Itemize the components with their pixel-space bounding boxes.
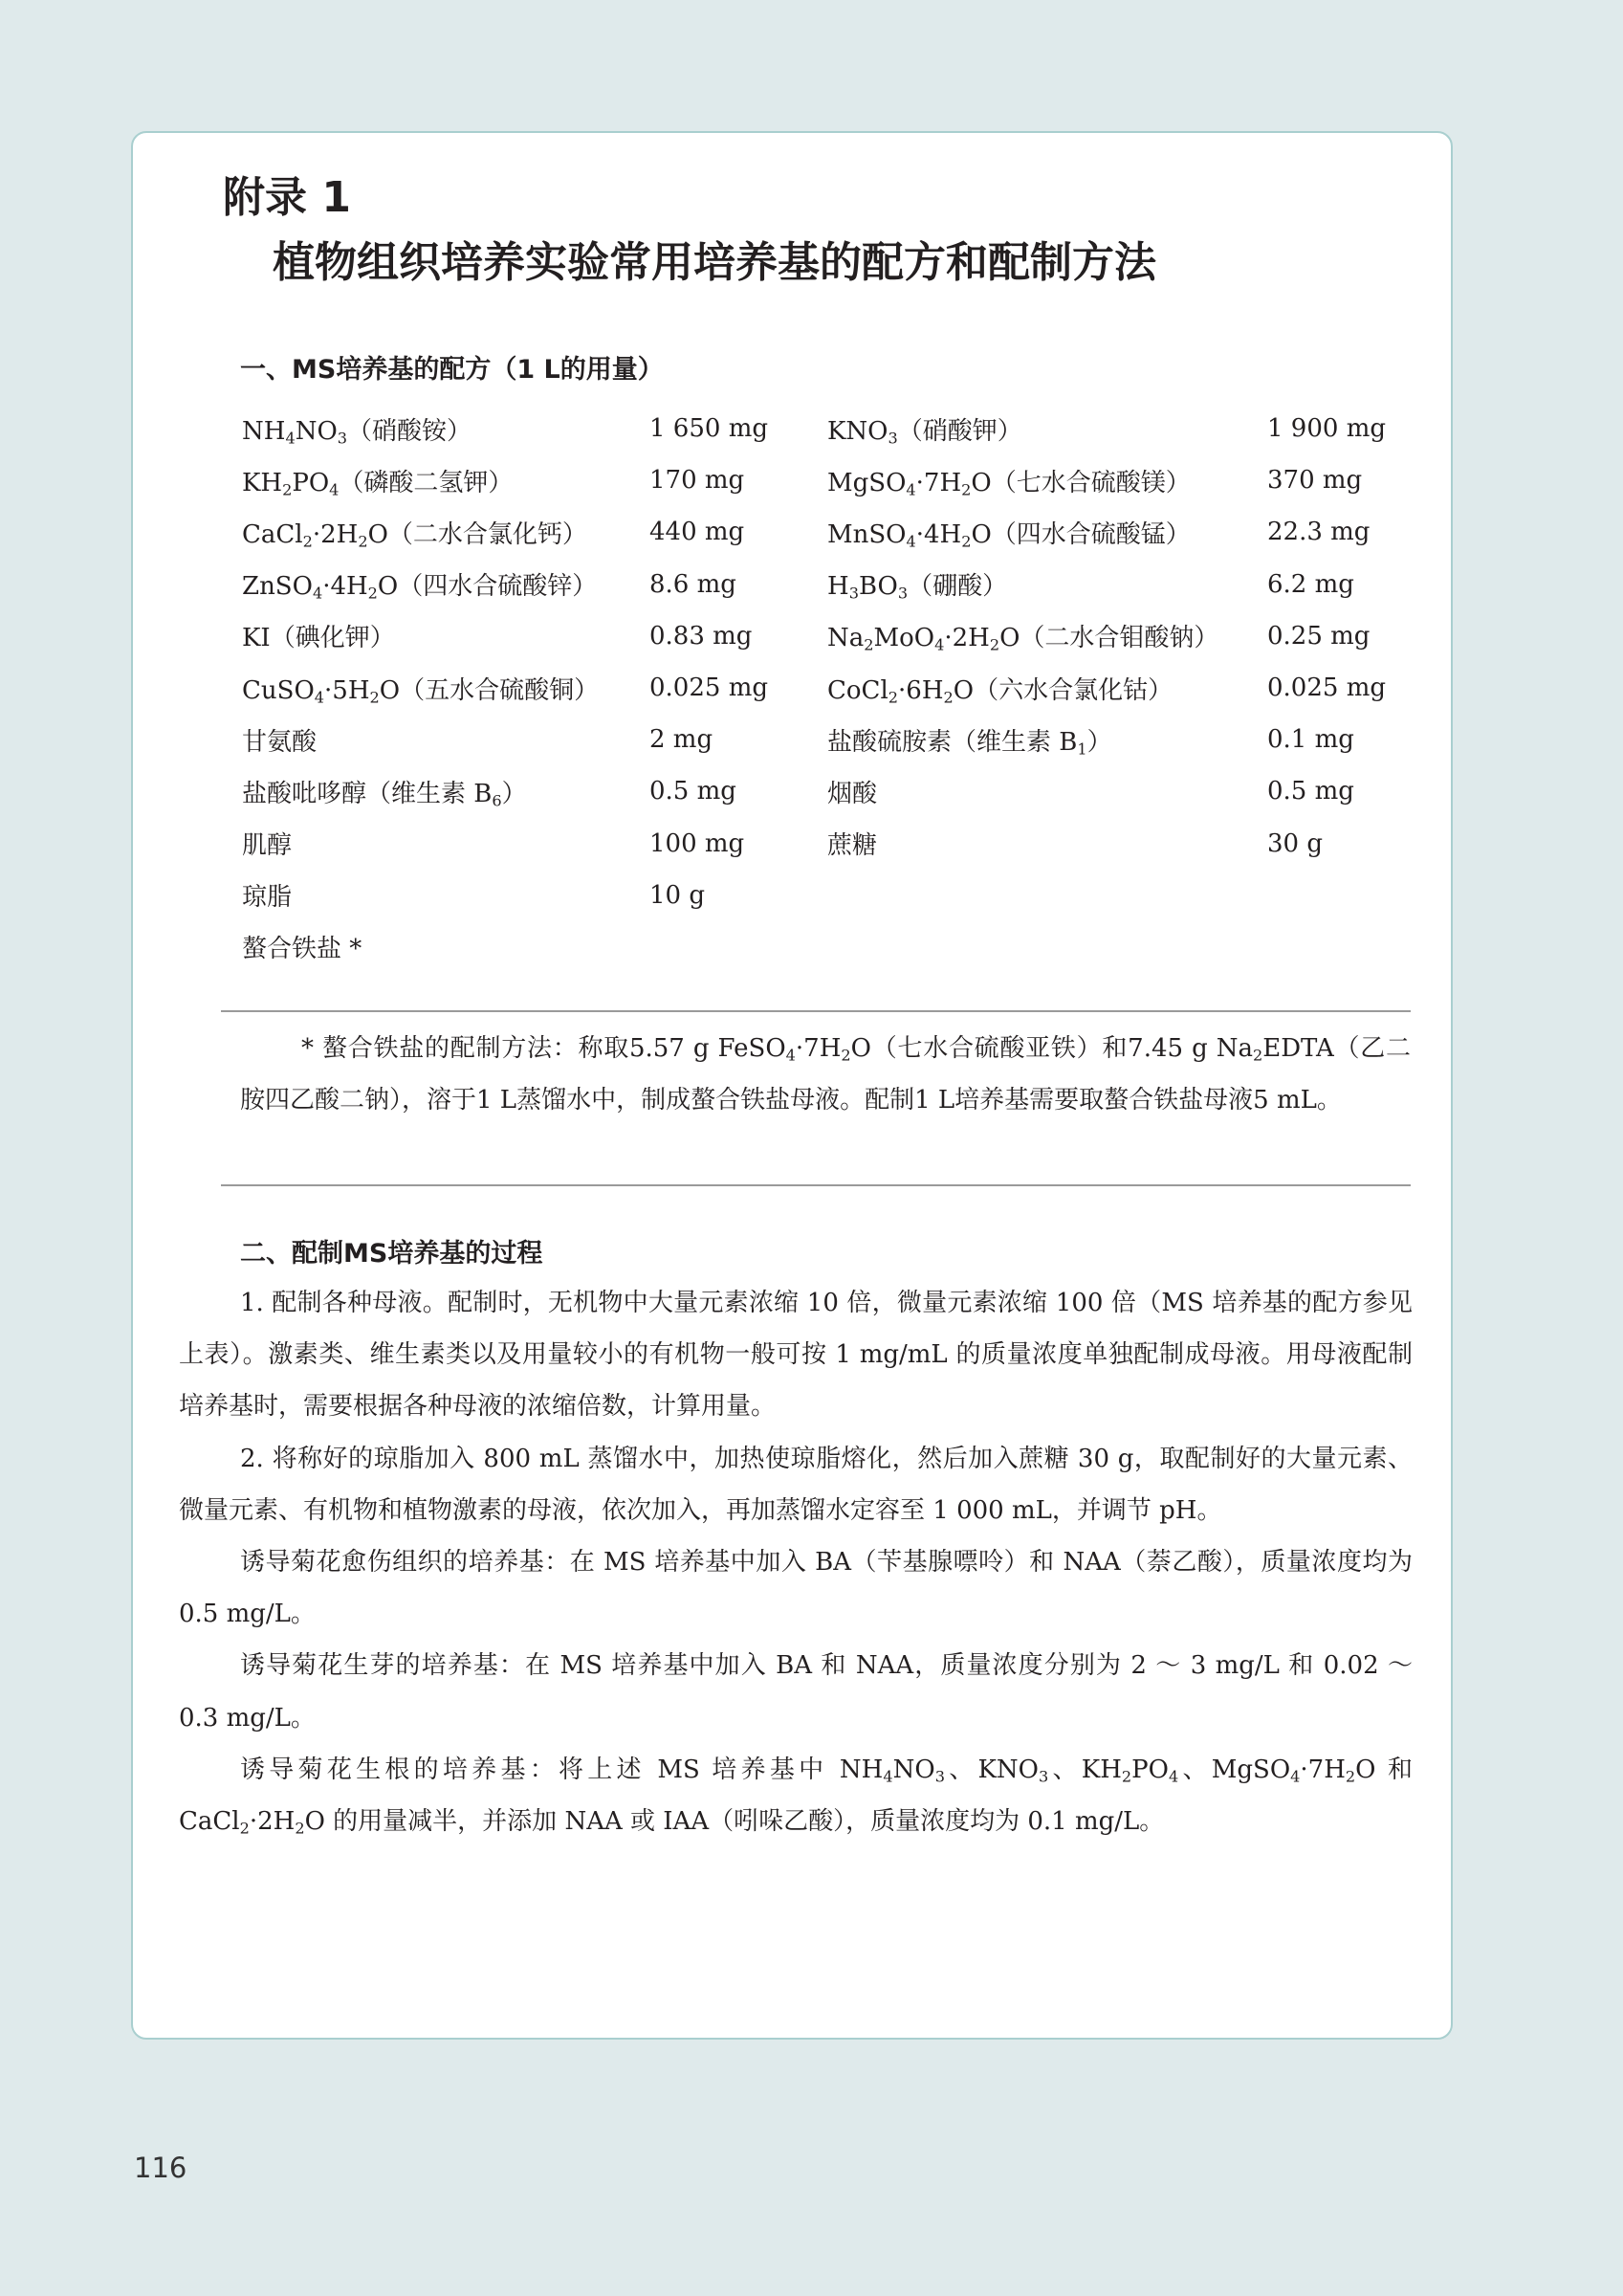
procedure-paragraph: 诱导菊花生芽的培养基：在 MS 培养基中加入 BA 和 NAA，质量浓度分别为 2 ～ 3 mg/L 和 0.02 ～ 0.3 mg/L。 xyxy=(179,1651,1413,1733)
ingredient-name: $NH_4NO_3$（硝酸铵） xyxy=(242,416,472,448)
ingredient-name: $CoCl_2\cdot 6H_2O$（六水合氯化钴） xyxy=(827,675,1173,707)
ingredient-amount: 100 mg xyxy=(649,828,745,858)
page-number: 116 xyxy=(134,2152,187,2184)
ingredient-amount: 1 650 mg xyxy=(649,414,768,444)
ingredient-name: $H_3BO_3$（硼酸） xyxy=(827,572,1008,603)
ingredient-amount: 170 mg xyxy=(649,466,745,496)
appendix-label: 附录 1 xyxy=(223,173,351,222)
ingredient-name xyxy=(827,870,1267,921)
formula-row xyxy=(242,506,1411,558)
ingredient-name: 螯合铁盐 * xyxy=(242,935,362,964)
ingredient-amount: 8.6 mg xyxy=(649,569,736,599)
formula-row xyxy=(242,714,1411,765)
ingredient-amount: 2 mg xyxy=(649,725,713,755)
ms-formula-table xyxy=(242,403,1411,973)
ingredient-amount: 370 mg xyxy=(1267,466,1363,496)
ingredient-name: $MgSO_4\cdot 7H_2O$（七水合硫酸镁） xyxy=(827,468,1191,499)
ingredient-amount: 0.5 mg xyxy=(1267,777,1354,806)
formula-row xyxy=(242,870,1411,921)
formula-row xyxy=(242,818,1411,870)
ingredient-name: $CaCl_2\cdot 2H_2O$（二水合氯化钙） xyxy=(242,519,587,551)
ingredient-name: 肌醇 xyxy=(242,831,293,861)
ingredient-amount xyxy=(649,921,827,973)
ingredient-name: $CuSO_4\cdot 5H_2O$（五水合硫酸铜） xyxy=(242,675,600,707)
procedure-paragraph: 2. 将称好的琼脂加入 800 mL 蒸馏水中，加热使琼脂熔化，然后加入蔗糖 30 g，取配制好的大量元素、微量元素、有机物和植物激素的母液，依次加入，再加蒸馏水定容至 1 000 mL，并调节 pH。 xyxy=(179,1444,1413,1525)
procedure-paragraph: 诱导菊花生根的培养基：将上述 MS 培养基中 $NH_4NO_3$、$KNO_3$、$KH_2PO_4$、$MgSO_4\cdot 7H_2O$ 和 $CaCl_2\cdot 2H_2O$ 的用量减半，并添加 NAA 或 IAA（吲哚乙酸），质量浓度均为 0.1 mg/L。 xyxy=(179,1755,1413,1838)
ingredient-amount: 1 900 mg xyxy=(1267,414,1386,444)
ingredient-amount: 0.025 mg xyxy=(649,673,768,703)
procedure-text xyxy=(179,1277,1413,1847)
section-heading-formula: 一、MS培养基的配方（1 L的用量） xyxy=(240,355,664,385)
procedure-paragraph: 诱导菊花愈伤组织的培养基：在 MS 培养基中加入 BA（苄基腺嘌呤）和 NAA（萘乙酸），质量浓度均为 0.5 mg/L。 xyxy=(179,1548,1413,1629)
ingredient-amount: 440 mg xyxy=(649,518,745,547)
footnote-box xyxy=(221,1010,1411,1186)
ingredient-amount xyxy=(1267,870,1411,921)
ingredient-name: $KNO_3$（硝酸钾） xyxy=(827,416,1022,448)
formula-row xyxy=(242,454,1411,506)
footnote-text: * 螯合铁盐的配制方法：称取5.57 g $FeSO_4\cdot 7H_2O$（七水合硫酸亚铁）和7.45 g $Na_2EDTA$（乙二胺四乙酸二钠），溶于1 L蒸馏水中，制成螯合铁盐母液。配制1 L培养基需要取螯合铁盐母液5 mL。 xyxy=(240,1034,1411,1115)
formula-row xyxy=(242,403,1411,454)
ingredient-name: $Na_2MoO_4\cdot 2H_2O$（二水合钼酸钠） xyxy=(827,624,1219,654)
ingredient-name: $MnSO_4\cdot 4H_2O$（四水合硫酸锰） xyxy=(827,519,1191,551)
ingredient-amount: 30 g xyxy=(1267,828,1323,858)
page-title: 植物组织培养实验常用培养基的配方和配制方法 xyxy=(273,238,1156,287)
ingredient-amount: 0.025 mg xyxy=(1267,673,1386,703)
procedure-paragraph: 1. 配制各种母液。配制时，无机物中大量元素浓缩 10 倍，微量元素浓缩 100 倍（MS 培养基的配方参见上表）。激素类、维生素类以及用量较小的有机物一般可按 1 mg/mL 的质量浓度单独配制成母液。用母液配制培养基时，需要根据各种母液的浓缩倍数，计算用量。 xyxy=(179,1289,1413,1422)
ingredient-name: 烟酸 xyxy=(827,779,878,808)
ingredient-name: KI（碘化钾） xyxy=(242,624,395,653)
ingredient-amount: 22.3 mg xyxy=(1267,518,1371,547)
ingredient-amount: 0.83 mg xyxy=(649,621,753,651)
formula-row xyxy=(242,662,1411,714)
ingredient-amount: 0.1 mg xyxy=(1267,725,1354,755)
formula-row xyxy=(242,921,1411,973)
ingredient-amount xyxy=(1267,921,1411,973)
ingredient-name: 盐酸吡哆醇（维生素 $B_6$） xyxy=(242,779,527,810)
ingredient-amount: 6.2 mg xyxy=(1267,569,1354,599)
ingredient-name xyxy=(827,921,1267,973)
ingredient-amount: 0.25 mg xyxy=(1267,621,1371,651)
ingredient-name: $ZnSO_4\cdot 4H_2O$（四水合硫酸锌） xyxy=(242,572,598,603)
ingredient-name: 甘氨酸 xyxy=(242,727,318,757)
ingredient-amount: 10 g xyxy=(649,880,705,910)
appendix-card xyxy=(131,131,1453,2040)
formula-row xyxy=(242,559,1411,610)
section-heading-procedure: 二、配制MS培养基的过程 xyxy=(240,1239,543,1269)
formula-row xyxy=(242,610,1411,662)
formula-row xyxy=(242,765,1411,817)
ingredient-name: $KH_2PO_4$（磷酸二氢钾） xyxy=(242,468,514,499)
ingredient-amount: 0.5 mg xyxy=(649,777,736,806)
ingredient-name: 琼脂 xyxy=(242,883,293,913)
ingredient-name: 盐酸硫胺素（维生素 $B_1$） xyxy=(827,727,1112,759)
formula-table-body xyxy=(242,403,1411,973)
ingredient-name: 蔗糖 xyxy=(827,831,878,861)
